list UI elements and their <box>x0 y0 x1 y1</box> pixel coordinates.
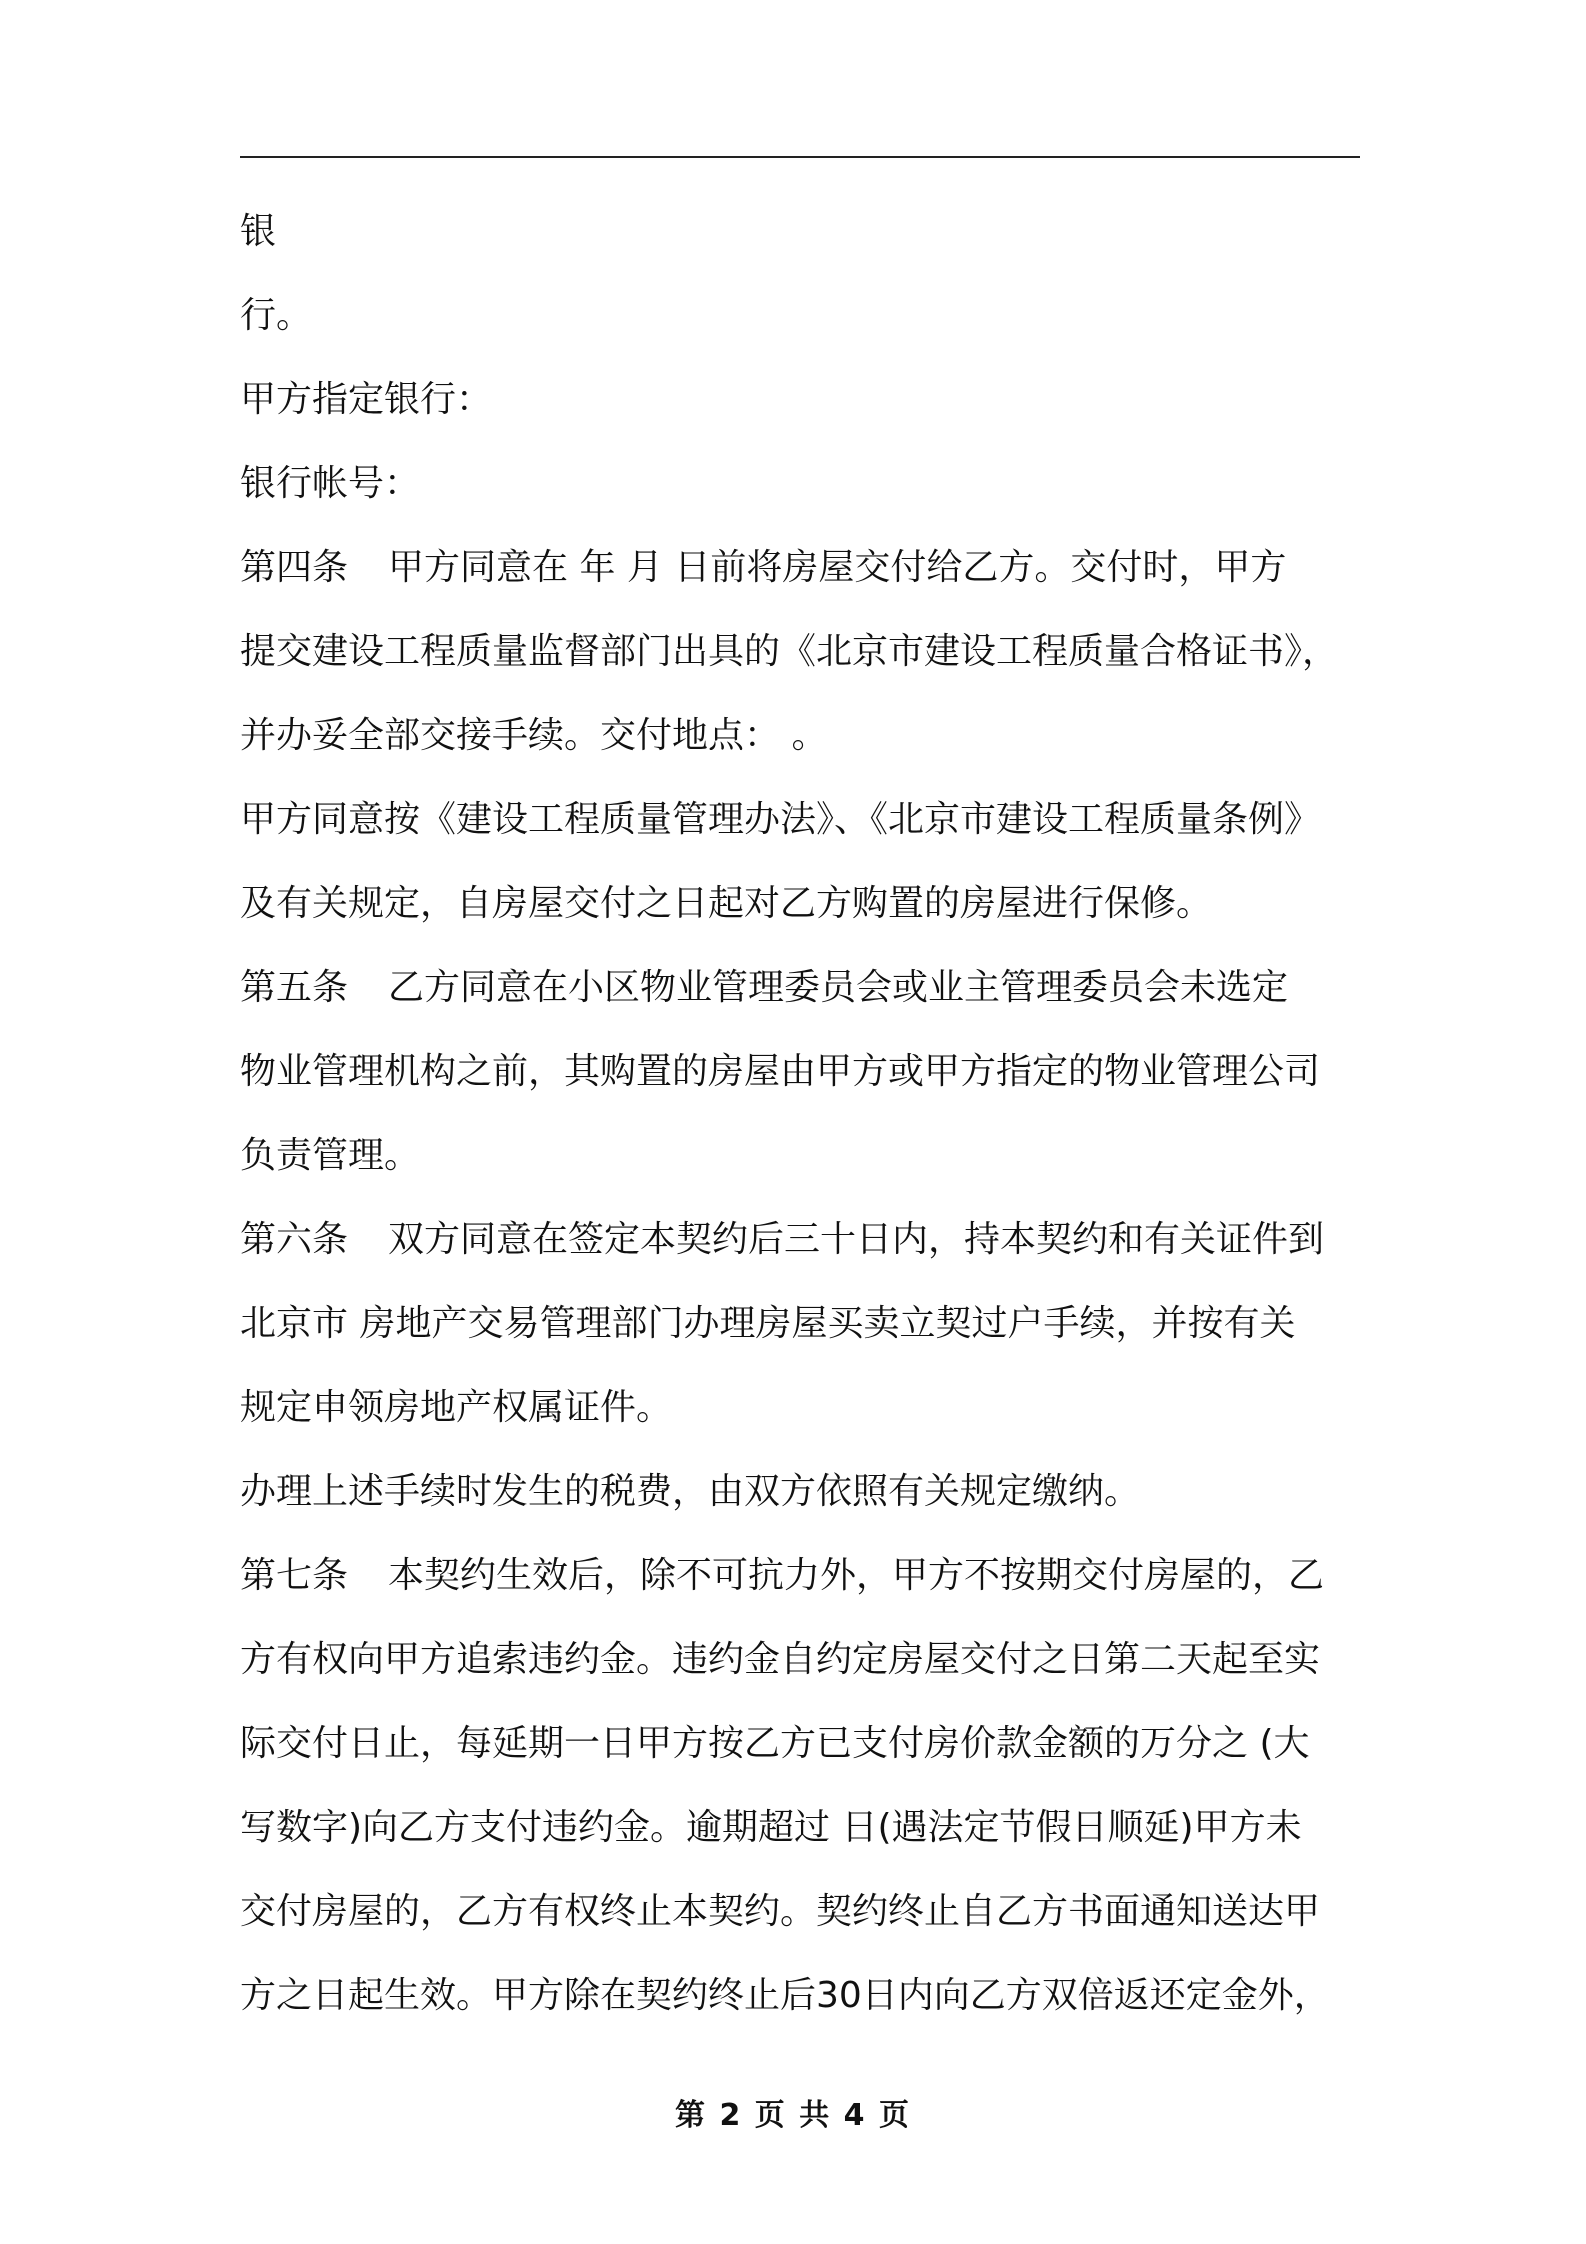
line-text: 办理上述手续时发生的税费，由双方依照有关规定缴纳。 <box>240 1471 1141 1512</box>
text-line <box>240 778 1360 862</box>
text-line <box>240 1030 1360 1114</box>
text-line <box>240 1366 1360 1450</box>
line-text: 并办妥全部交接手续。交付地点： 。 <box>240 715 828 756</box>
page-number: 第 2 页 共 4 页 <box>675 2098 911 2133</box>
text-line <box>240 442 1360 526</box>
line-text: 提交建设工程质量监督部门出具的《北京市建设工程质量合格证书》， <box>240 631 1339 672</box>
text-line <box>240 862 1360 946</box>
text-line <box>240 1954 1360 2038</box>
line-text: 写数字)向乙方支付违约金。逾期超过 日(遇法定节假日顺延)甲方未 <box>240 1807 1302 1848</box>
line-text: 方之日起生效。甲方除在契约终止后30日内向乙方双倍返还定金外， <box>240 1975 1330 2016</box>
text-line <box>240 1702 1360 1786</box>
text-line <box>240 1618 1360 1702</box>
article-label: 第七条 <box>240 1555 349 1596</box>
line-text: 物业管理机构之前，其购置的房屋由甲方或甲方指定的物业管理公司 <box>240 1051 1321 1092</box>
line-text: 北京市 房地产交易管理部门办理房屋买卖立契过户手续，并按有关 <box>240 1303 1296 1344</box>
text-line <box>240 694 1360 778</box>
text-line <box>240 1870 1360 1954</box>
line-text: 方有权向甲方追索违约金。违约金自约定房屋交付之日第二天起至实 <box>240 1639 1321 1680</box>
article-label: 第六条 <box>240 1219 349 1260</box>
text-line <box>240 526 1360 610</box>
line-text: 甲方同意按《建设工程质量管理办法》、《北京市建设工程质量条例》 <box>240 799 1321 840</box>
text-line <box>240 1450 1360 1534</box>
document-body <box>240 190 1360 2038</box>
line-text: 本契约生效后，除不可抗力外，甲方不按期交付房屋的，乙 <box>388 1555 1325 1596</box>
line-text: 交付房屋的，乙方有权终止本契约。契约终止自乙方书面通知送达甲 <box>240 1891 1321 1932</box>
text-line <box>240 274 1360 358</box>
line-text: 行。 <box>240 295 313 336</box>
line-text: 银行帐号： <box>240 463 421 504</box>
text-line <box>240 610 1360 694</box>
line-text: 际交付日止，每延期一日甲方按乙方已支付房价款金额的万分之 (大 <box>240 1723 1310 1764</box>
article-label: 第五条 <box>240 967 349 1008</box>
line-text: 规定申领房地产权属证件。 <box>240 1387 673 1428</box>
text-line <box>240 1282 1360 1366</box>
line-text: 及有关规定，自房屋交付之日起对乙方购置的房屋进行保修。 <box>240 883 1213 924</box>
line-text: 甲方同意在 年 月 日前将房屋交付给乙方。交付时，甲方 <box>388 547 1287 588</box>
text-line <box>240 1198 1360 1282</box>
text-line <box>240 1534 1360 1618</box>
text-line <box>240 1786 1360 1870</box>
header-rule <box>240 156 1360 158</box>
article-label: 第四条 <box>240 547 349 588</box>
text-line <box>240 190 1360 274</box>
text-line <box>240 1114 1360 1198</box>
line-text: 甲方指定银行： <box>240 379 493 420</box>
line-text: 银 <box>240 211 277 252</box>
text-line <box>240 946 1360 1030</box>
line-text: 负责管理。 <box>240 1135 421 1176</box>
line-text: 乙方同意在小区物业管理委员会或业主管理委员会未选定 <box>388 967 1289 1008</box>
line-text: 双方同意在签定本契约后三十日内，持本契约和有关证件到 <box>388 1219 1325 1260</box>
text-line <box>240 358 1360 442</box>
